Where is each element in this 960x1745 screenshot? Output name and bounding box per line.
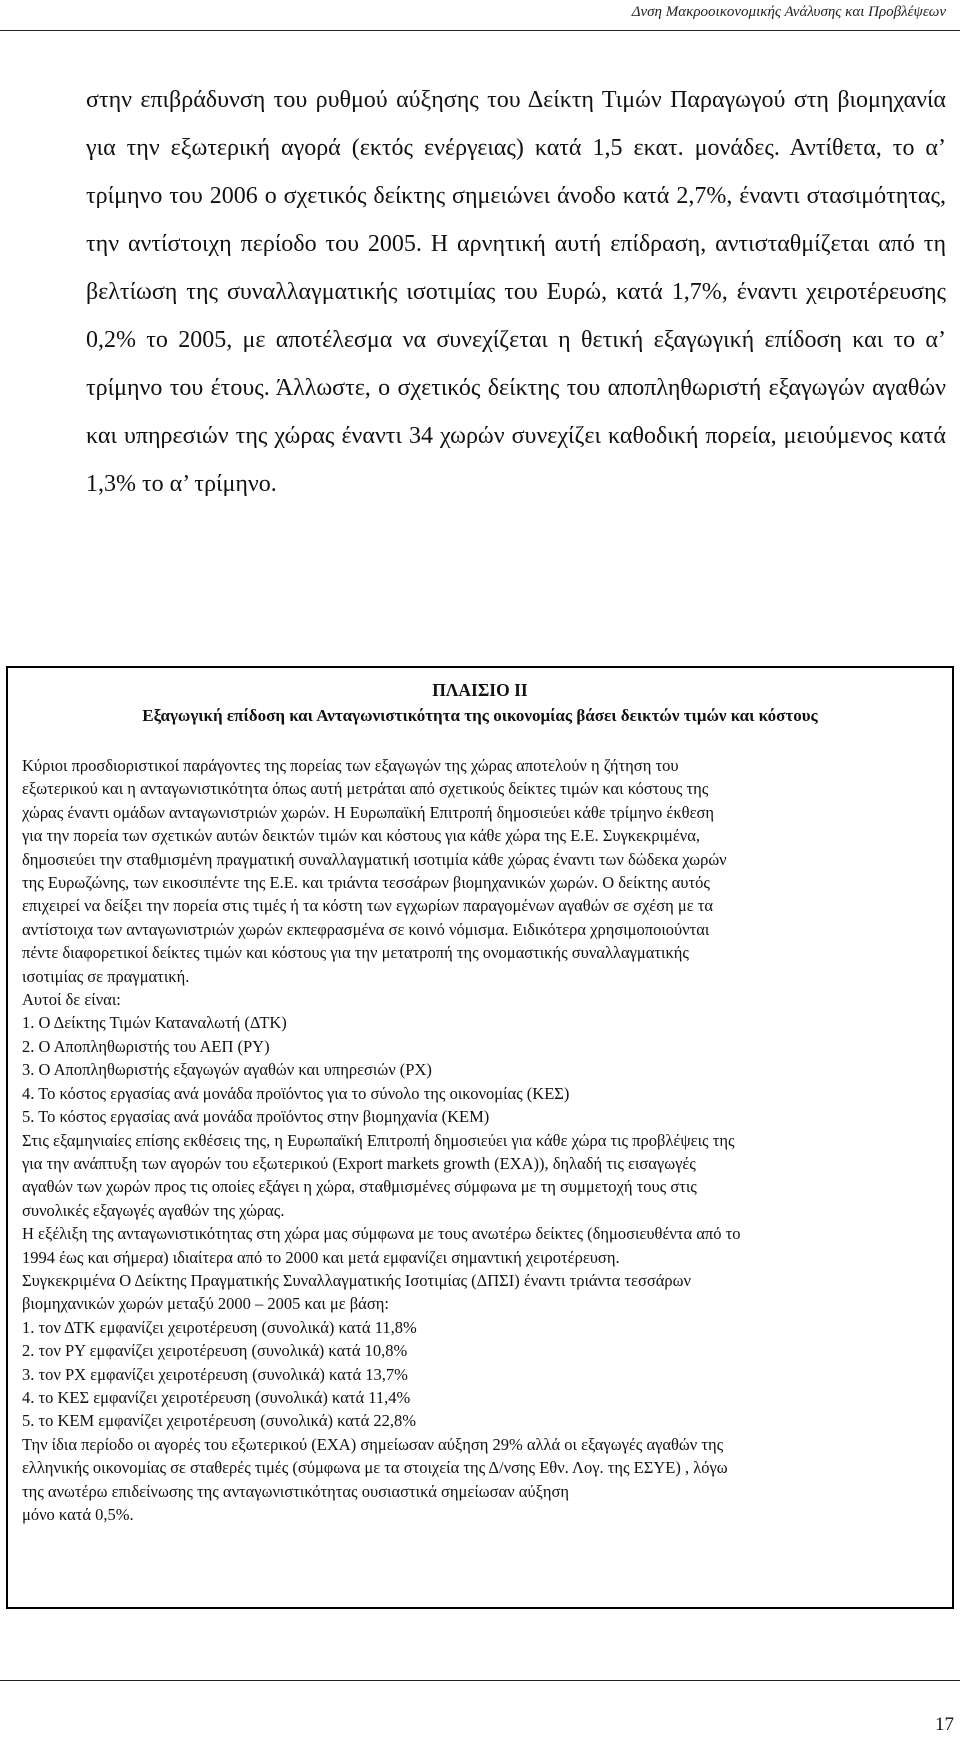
- list-item: 1. Ο Δείκτης Τιμών Καταναλωτή (ΔΤΚ): [22, 1013, 287, 1033]
- box-line: ελληνικής οικονομίας σε σταθερές τιμές (σύμφωνα με τα στοιχεία της Δ/νσης Εθν. Λογ. της ΕΣΥΕ) , λόγω: [22, 1458, 728, 1478]
- box-line: για την ανάπτυξη των αγορών του εξωτερικού (Export markets growth (EXA)), δηλαδή τις εισαγωγές: [22, 1153, 696, 1173]
- box-subtitle: Εξαγωγική επίδοση και Ανταγωνιστικότητα της οικονομίας βάσει δεικτών τιμών και κόστους: [142, 706, 818, 725]
- box-title: ΠΛΑΙΣΙΟ ΙΙ: [432, 680, 528, 700]
- list-item: 5. Το κόστος εργασίας ανά μονάδα προϊόντος στην βιομηχανία (ΚΕΜ): [22, 1107, 490, 1127]
- box-line: Συγκεκριμένα Ο Δείκτης Πραγματικής Συναλλαγματικής Ισοτιμίας (ΔΠΣΙ) έναντι τριάντα τεσσάρων: [22, 1270, 691, 1290]
- list-item: 1. τον ΔΤΚ εμφανίζει χειροτέρευση (συνολικά) κατά 11,8%: [22, 1317, 417, 1337]
- list-item: 4. το ΚΕΣ εμφανίζει χειροτέρευση (συνολικά) κατά 11,4%: [22, 1387, 411, 1407]
- list-item: 2. τον PY εμφανίζει χειροτέρευση (συνολικά) κατά 10,8%: [22, 1341, 408, 1361]
- box-line: Στις εξαμηνιαίες επίσης εκθέσεις της, η Ευρωπαϊκή Επιτροπή δημοσιεύει για κάθε χώρα τις προβλέψεις της: [22, 1130, 735, 1150]
- box-line: συνολικές εξαγωγές αγαθών της χώρας.: [22, 1200, 285, 1220]
- page-number: 17: [935, 1714, 954, 1735]
- box-line: της ανωτέρω επιδείνωσης της ανταγωνιστικότητας ουσιαστικά σημείωσαν αύξηση: [22, 1481, 570, 1501]
- box-line: Αυτοί δε είναι:: [22, 990, 121, 1010]
- box-line: αντίστοιχα των ανταγωνιστριών χωρών εκπεφρασμένα σε κοινό νόμισμα. Ειδικότερα χρησιμοποιούνται: [22, 919, 710, 939]
- box-line: Κύριοι προσδιοριστικοί παράγοντες της πορείας των εξαγωγών της χώρας αποτελούν η ζήτηση του: [22, 756, 679, 775]
- footer-rule: [0, 1680, 960, 1681]
- list-item: 2. Ο Αποπληθωριστής του ΑΕΠ (PY): [22, 1036, 270, 1056]
- box-line: επιχειρεί να δείξει την πορεία στις τιμές ή τα κόστη των εγχωρίων παραγομένων αγαθών σε σχέση με τα: [22, 896, 714, 916]
- running-header: Δνση Μακροοικονομικής Ανάλυσης και Προβλέψεων: [631, 4, 946, 20]
- box-line: της Ευρωζώνης, των εικοσιπέντε της Ε.Ε. και τριάντα τεσσάρων βιομηχανικών χωρών. Ο δείκτης αυτός: [22, 873, 710, 893]
- box-line: βιομηχανικών χωρών μεταξύ 2000 – 2005 και με βάση:: [22, 1294, 389, 1314]
- list-item: 5. το ΚΕΜ εμφανίζει χειροτέρευση (συνολικά) κατά 22,8%: [22, 1411, 416, 1431]
- box-line: μόνο κατά 0,5%.: [22, 1505, 134, 1524]
- box-line: ισοτιμίας σε πραγματική.: [22, 966, 190, 986]
- list-item: 3. Ο Αποπληθωριστής εξαγωγών αγαθών και υπηρεσιών (PX): [22, 1060, 432, 1080]
- box-line: αγαθών των χωρών προς τις οποίες εξάγει η χώρα, σταθμισμένες σύμφωνα με τη συμμετοχή τους στις: [22, 1177, 697, 1197]
- box-body: [22, 754, 942, 1526]
- box-line: 1994 έως και σήμερα) ιδιαίτερα από το 2000 και μετά εμφανίζει σημαντική χειροτέρευση.: [22, 1247, 620, 1267]
- box-ii: [6, 666, 954, 1609]
- box-line: για την πορεία των σχετικών αυτών δεικτών τιμών και κόστους για κάθε χώρα της Ε.Ε. Συγκεκριμένα,: [22, 826, 701, 846]
- box-line: εξωτερικού και η ανταγωνιστικότητα όπως αυτή μετράται από σχετικούς δείκτες τιμών και κόστους της: [22, 779, 709, 799]
- box-line: Η εξέλιξη της ανταγωνιστικότητας στη χώρα μας σύμφωνα με τους ανωτέρω δείκτες (δημοσιευθέντα από το: [22, 1224, 741, 1244]
- box-line: Την ίδια περίοδο οι αγορές του εξωτερικού (EXA) σημείωσαν αύξηση 29% αλλά οι εξαγωγές αγαθών της: [22, 1434, 724, 1454]
- list-item: 3. τον PX εμφανίζει χειροτέρευση (συνολικά) κατά 13,7%: [22, 1364, 408, 1384]
- box-line: χώρας έναντι ομάδων ανταγωνιστριών χωρών. Η Ευρωπαϊκή Επιτροπή δημοσιεύει κάθε τρίμηνο έκθεση: [22, 802, 715, 822]
- main-text: [86, 76, 946, 508]
- main-paragraph: στην επιβράδυνση του ρυθμού αύξησης του Δείκτη Τιμών Παραγωγού στη βιομηχανία για την εξωτερική αγορά (εκτός ενέργειας) κατά 1,5 εκατ. μονάδες. Αντίθετα, το α’ τρίμηνο του 2006 ο σχετικός δείκτης σημειώνει άνοδο κατά 2,7%, έναντι στασιμότητας, την αντίστοιχη περίοδο του 2005. Η αρνητική αυτή επίδραση, αντισταθμίζεται από τη βελτίωση της συναλλαγματικής ισοτιμίας του Ευρώ, κατά 1,7%, έναντι χειροτέρευσης 0,2% το 2005, με αποτέλεσμα να συνεχίζεται η θετική εξαγωγική επίδοση και το α’ τρίμηνο του έτους. Άλλωστε, ο σχετικός δείκτης του αποπληθωριστή εξαγωγών αγαθών και υπηρεσιών της χώρας έναντι 34 χωρών συνεχίζει καθοδική πορεία, μειούμενος κατά 1,3% το α’ τρίμηνο.: [86, 87, 946, 497]
- box-line: δημοσιεύει την σταθμισμένη πραγματική συναλλαγματική ισοτιμία κάθε χώρας έναντι των δώδεκα χωρών: [22, 849, 727, 869]
- box-line: πέντε διαφορετικοί δείκτες τιμών και κόστους για την μετατροπή της ονομαστικής συναλλαγματικής: [22, 943, 689, 963]
- header-rule: [0, 30, 960, 31]
- list-item: 4. Το κόστος εργασίας ανά μονάδα προϊόντος για το σύνολο της οικονομίας (ΚΕΣ): [22, 1083, 570, 1103]
